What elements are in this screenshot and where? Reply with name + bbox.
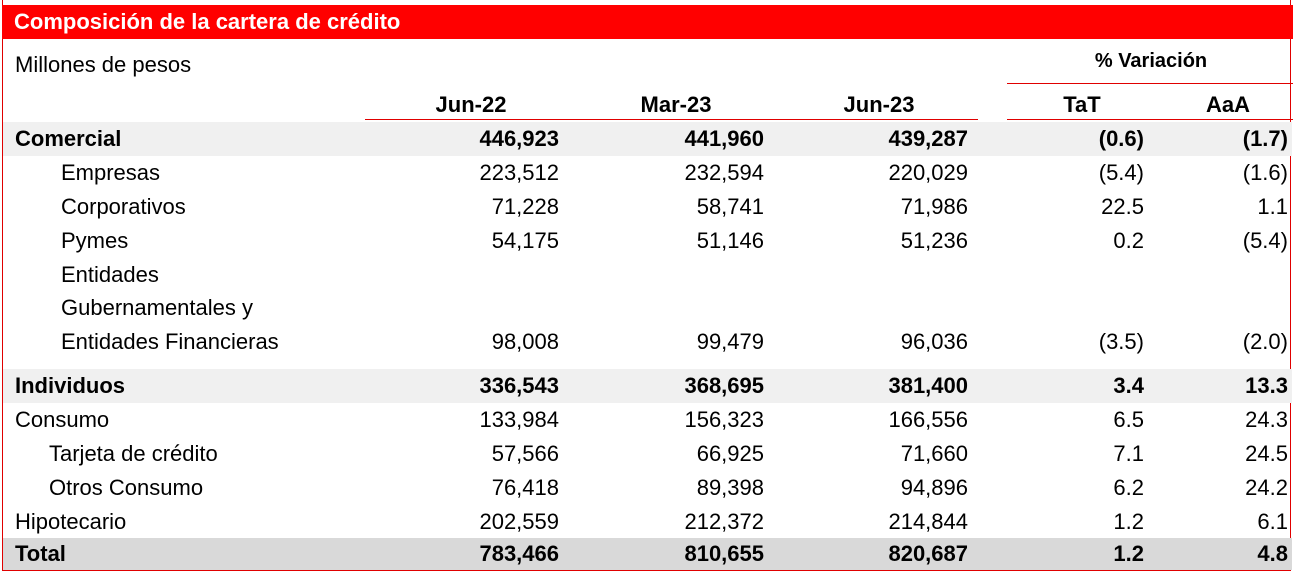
table-row-otros-consumo (3, 471, 1292, 505)
row-label: Consumo (15, 407, 110, 432)
cell-mar23: 232,594 (684, 160, 764, 185)
header-underline-variation (1007, 119, 1293, 120)
table-row-individuos (3, 369, 1292, 403)
cell-mar23: 368,695 (684, 373, 764, 398)
row-label: Otros Consumo (49, 475, 204, 500)
cell-jun22: 76,418 (491, 475, 559, 500)
row-label: Pymes (61, 228, 129, 253)
cell-jun23: 214,844 (888, 509, 968, 534)
cell-jun22: 783,466 (479, 541, 559, 566)
cell-jun23: 381,400 (888, 373, 968, 398)
table-row-hipotecario (3, 505, 1292, 539)
cell-mar23: 212,372 (684, 509, 764, 534)
cell-mar23: 51,146 (696, 228, 764, 253)
cell-tat: (0.6) (1098, 126, 1144, 151)
cell-jun22: 446,923 (479, 126, 559, 151)
cell-jun22: 71,228 (491, 194, 559, 219)
cell-tat: 6.5 (1113, 407, 1144, 432)
cell-jun23: 96,036 (900, 329, 968, 354)
cell-aaa: 1.1 (1257, 194, 1288, 219)
col-header-aaa: AaA (1205, 92, 1250, 117)
row-label: Hipotecario (15, 509, 127, 534)
cell-mar23: 89,398 (696, 475, 764, 500)
cell-jun22: 336,543 (479, 373, 559, 398)
col-header-jun22: Jun-22 (435, 92, 507, 117)
cell-aaa: (1.7) (1242, 126, 1288, 151)
cell-tat: 7.1 (1113, 441, 1144, 466)
credit-portfolio-table (2, 0, 1291, 571)
table-row-pymes (3, 224, 1292, 258)
cell-aaa: (2.0) (1242, 329, 1288, 354)
cell-mar23: 99,479 (696, 329, 764, 354)
cell-jun22: 54,175 (491, 228, 559, 253)
cell-jun23: 439,287 (888, 126, 968, 151)
cell-jun22: 133,984 (479, 407, 559, 432)
row-label: Individuos (15, 373, 125, 398)
cell-jun23: 94,896 (900, 475, 968, 500)
table-row-total (3, 538, 1292, 570)
cell-tat: 1.2 (1113, 509, 1144, 534)
table-row-entidades (3, 325, 1292, 359)
cell-mar23: 66,925 (696, 441, 764, 466)
cell-tat: (3.5) (1098, 329, 1144, 354)
row-label: Total (15, 541, 66, 566)
cell-jun23: 71,660 (900, 441, 968, 466)
cell-mar23: 441,960 (684, 126, 764, 151)
header-underline-amounts (365, 119, 978, 120)
cell-tat: 1.2 (1113, 541, 1144, 566)
cell-jun22: 57,566 (491, 441, 559, 466)
cell-jun23: 51,236 (900, 228, 968, 253)
cell-aaa: (5.4) (1242, 228, 1288, 253)
cell-mar23: 810,655 (684, 541, 764, 566)
row-label: Corporativos (61, 194, 186, 219)
table-row-comercial (3, 122, 1292, 156)
col-header-jun23: Jun-23 (843, 92, 915, 117)
row-label: Empresas (61, 160, 161, 185)
table-row-consumo (3, 403, 1292, 437)
table-row-tarjeta (3, 437, 1292, 471)
cell-aaa: 13.3 (1245, 373, 1288, 398)
table-row-corporativos (3, 190, 1292, 224)
cell-aaa: 24.5 (1245, 441, 1288, 466)
variation-underline (1007, 83, 1293, 84)
row-label: Tarjeta de crédito (49, 441, 218, 466)
cell-jun23: 820,687 (888, 541, 968, 566)
table-title: Composición de la cartera de crédito (2, 5, 1293, 39)
cell-tat: 6.2 (1113, 475, 1144, 500)
row-label: Comercial (15, 126, 122, 151)
cell-aaa: 4.8 (1257, 541, 1288, 566)
table-row-empresas (3, 156, 1292, 190)
cell-jun22: 223,512 (479, 160, 559, 185)
col-header-mar23: Mar-23 (640, 92, 712, 117)
cell-aaa: 24.2 (1245, 475, 1288, 500)
cell-jun22: 202,559 (479, 509, 559, 534)
col-header-tat: TaT (1063, 92, 1101, 117)
cell-aaa: 6.1 (1257, 509, 1288, 534)
cell-tat: 22.5 (1101, 194, 1144, 219)
cell-jun23: 71,986 (900, 194, 968, 219)
cell-tat: 0.2 (1113, 228, 1144, 253)
cell-aaa: (1.6) (1242, 160, 1288, 185)
cell-jun23: 220,029 (888, 160, 968, 185)
cell-jun23: 166,556 (888, 407, 968, 432)
cell-aaa: 24.3 (1245, 407, 1288, 432)
cell-jun22: 98,008 (491, 329, 559, 354)
row-label-line-2: Gubernamentales y (61, 295, 253, 320)
cell-tat: (5.4) (1098, 160, 1144, 185)
units-label: Millones de pesos (15, 52, 192, 77)
cell-mar23: 156,323 (684, 407, 764, 432)
row-label-line-3: Entidades Financieras (61, 329, 279, 354)
row-label-line-1: Entidades (61, 262, 159, 287)
cell-mar23: 58,741 (696, 194, 764, 219)
variation-header: % Variación (1094, 50, 1208, 72)
cell-tat: 3.4 (1113, 373, 1144, 398)
